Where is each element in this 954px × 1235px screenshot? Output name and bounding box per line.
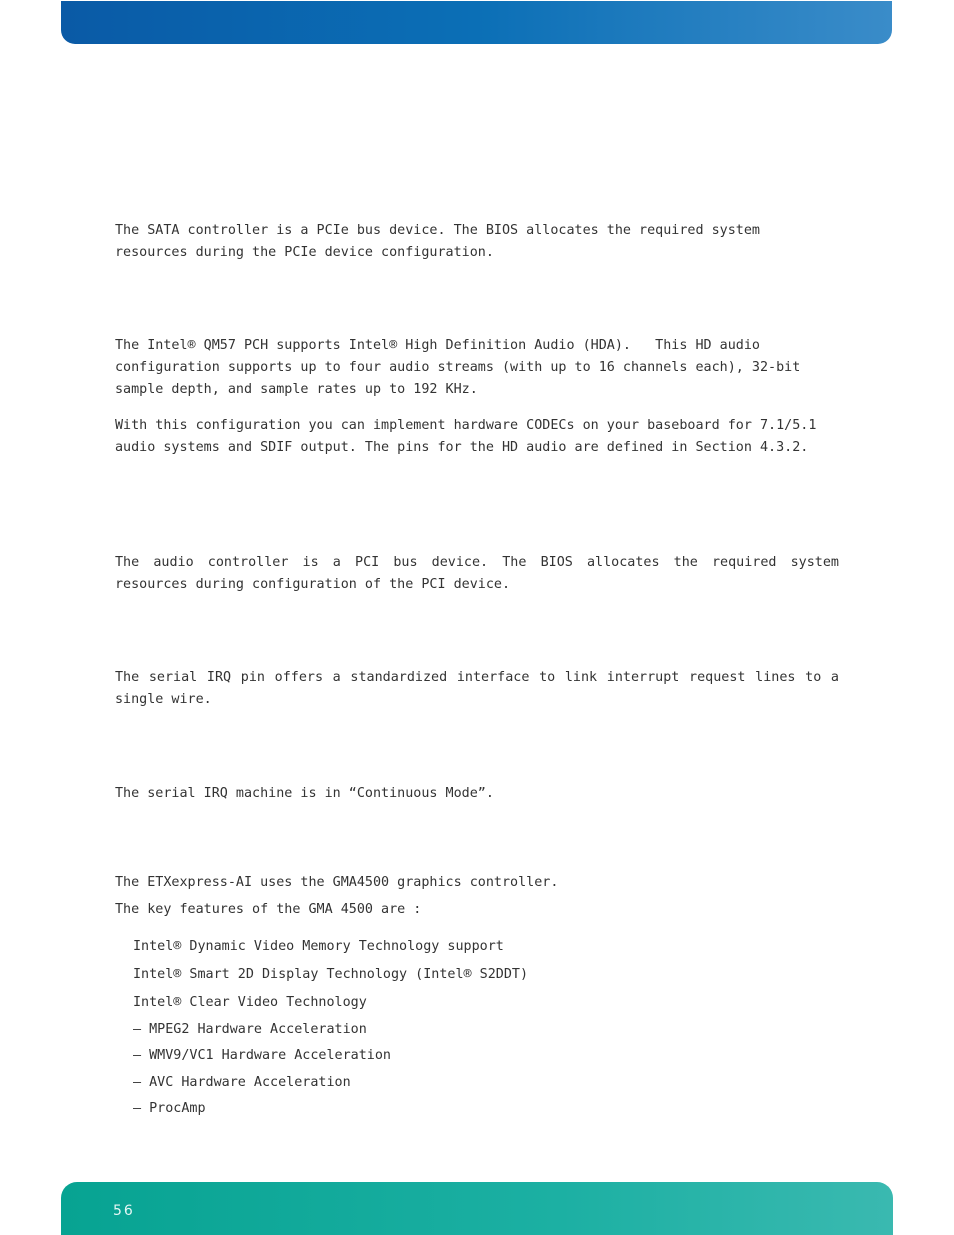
graphics-paragraph-1: The ETXexpress-AI uses the GMA4500 graphics controller.: [115, 875, 559, 890]
sub-list-item: — WMV9/VC1 Hardware Acceleration: [133, 1048, 391, 1063]
list-item: Intel® Smart 2D Display Technology (Intel® S2DDT): [133, 967, 529, 982]
serial-irq-mode-paragraph: The serial IRQ machine is in “Continuous Mode”.: [115, 786, 494, 801]
hda-paragraph-2: With this configuration you can implement hardware CODECs on your baseboard for 7.1/5.1 audio systems and SDIF output. The pins for the HD audio are defined in Section 4.3.2.: [115, 418, 825, 455]
header-bar: [61, 1, 892, 44]
list-item: Intel® Dynamic Video Memory Technology support: [133, 939, 504, 954]
list-item: Intel® Clear Video Technology: [133, 995, 367, 1010]
hda-paragraph-1: The Intel® QM57 PCH supports Intel® High Definition Audio (HDA). This HD audio configuration supports up to four audio streams (with up to 16 channels each), 32-bit sample depth, and sample rates up to 192 KHz.: [115, 338, 809, 397]
audio-controller-paragraph: The audio controller is a PCI bus device. The BIOS allocates the required system resources during configuration of the PCI device.: [115, 555, 848, 592]
footer-bar: [61, 1182, 893, 1235]
serial-irq-paragraph: The serial IRQ pin offers a standardized interface to link interrupt request lines to a single wire.: [115, 670, 848, 707]
sub-list-item: — AVC Hardware Acceleration: [133, 1075, 351, 1090]
sub-list-item: — ProcAmp: [133, 1101, 206, 1116]
sata-paragraph: The SATA controller is a PCIe bus device. The BIOS allocates the required system resources during the PCIe device configuration.: [115, 223, 769, 260]
sub-list-item: — MPEG2 Hardware Acceleration: [133, 1022, 367, 1037]
page-number: 56: [113, 1203, 135, 1219]
graphics-paragraph-2: The key features of the GMA 4500 are :: [115, 902, 422, 917]
